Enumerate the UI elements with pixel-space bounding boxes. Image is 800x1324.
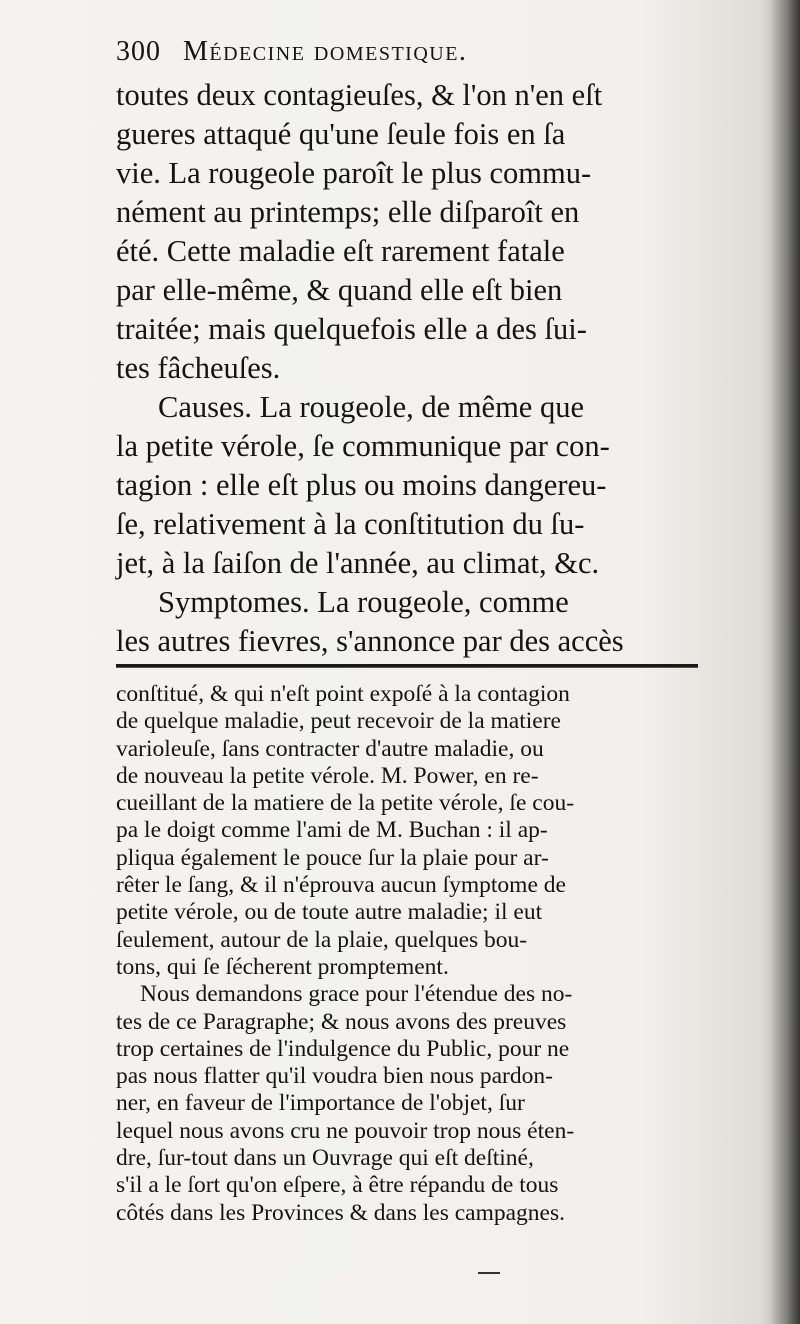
running-title: Médecine domestique. <box>183 36 468 67</box>
footnote-line: ner, en faveur de l'importance de l'objet, ſur <box>116 1090 525 1117</box>
main-text <box>116 76 708 661</box>
footnote-divider <box>116 664 698 668</box>
footnote-line: de nouveau la petite vérole. M. Power, en re- <box>116 762 539 789</box>
footnote-text <box>116 681 708 1227</box>
footnote-line: petite vérole, ou de toute autre maladie; il eut <box>116 899 543 926</box>
bottom-catch-mark <box>478 1272 500 1274</box>
footnote-paragraph-start: Nous demandons grace pour l'étendue des no- <box>140 981 573 1008</box>
main-line: la petite vérole, ſe communique par con- <box>116 429 610 463</box>
main-line: jet, à la ſaiſon de l'année, au climat, &c. <box>116 546 600 580</box>
footnote-line: trop certaines de l'indulgence du Public, pour ne <box>116 1035 570 1062</box>
section-causes: Causes. La rougeole, de même que <box>158 390 585 424</box>
footnote-line: lequel nous avons cru ne pouvoir trop nous éten- <box>116 1117 575 1144</box>
footnote-line: côtés dans les Provinces & dans les campagnes. <box>116 1199 566 1226</box>
main-line: toutes deux contagieuſes, & l'on n'en eſt <box>116 78 603 112</box>
footnote-line: de quelque maladie, peut recevoir de la matiere <box>116 708 561 735</box>
main-line: par elle-même, & quand elle eſt bien <box>116 273 563 307</box>
main-line: nément au printemps; elle diſparoît en <box>116 195 580 229</box>
main-line: les autres fievres, s'annonce par des accès <box>116 624 624 658</box>
main-line: tagion : elle eſt plus ou moins dangereu- <box>116 468 607 502</box>
footnote-line: rêter le ſang, & il n'éprouva aucun ſymptome de <box>116 872 566 899</box>
footnote-line: dre, ſur-tout dans un Ouvrage qui eſt deſtiné, <box>116 1145 534 1172</box>
footnote-line: s'il a le ſort qu'on eſpere, à être répandu de tous <box>116 1172 559 1199</box>
main-line: ſe, relativement à la conſtitution du ſu- <box>116 507 585 541</box>
footnote-line: pas nous flatter qu'il voudra bien nous pardon- <box>116 1063 553 1090</box>
main-line: vie. La rougeole paroît le plus commu- <box>116 156 592 190</box>
footnote-line: varioleuſe, ſans contracter d'autre maladie, ou <box>116 735 544 762</box>
footnote-line: conſtitué, & qui n'eſt point expoſé à la contagion <box>116 681 570 707</box>
page-spine-shadow <box>770 0 800 1324</box>
main-line: traitée; mais quelquefois elle a des ſui- <box>116 312 587 346</box>
footnote-line: tes de ce Paragraphe; & nous avons des preuves <box>116 1008 567 1035</box>
footnote-line: ſeulement, autour de la plaie, quelques bou- <box>116 926 528 953</box>
footnote-line: pliqua également le pouce ſur la plaie pour ar- <box>116 844 549 871</box>
running-header <box>116 36 706 68</box>
main-line: été. Cette maladie eſt rarement fatale <box>116 234 565 268</box>
footnote-line: pa le doigt comme l'ami de M. Buchan : il ap- <box>116 817 548 844</box>
page-number: 300 <box>116 36 161 67</box>
footnote-line: tons, qui ſe ſécherent promptement. <box>116 953 449 980</box>
main-line: gueres attaqué qu'une ſeule fois en ſa <box>116 117 566 151</box>
main-line: tes fâcheuſes. <box>116 351 281 385</box>
footnote-line: cueillant de la matiere de la petite vérole, ſe cou- <box>116 790 575 817</box>
section-symptomes: Symptomes. La rougeole, comme <box>158 585 569 619</box>
